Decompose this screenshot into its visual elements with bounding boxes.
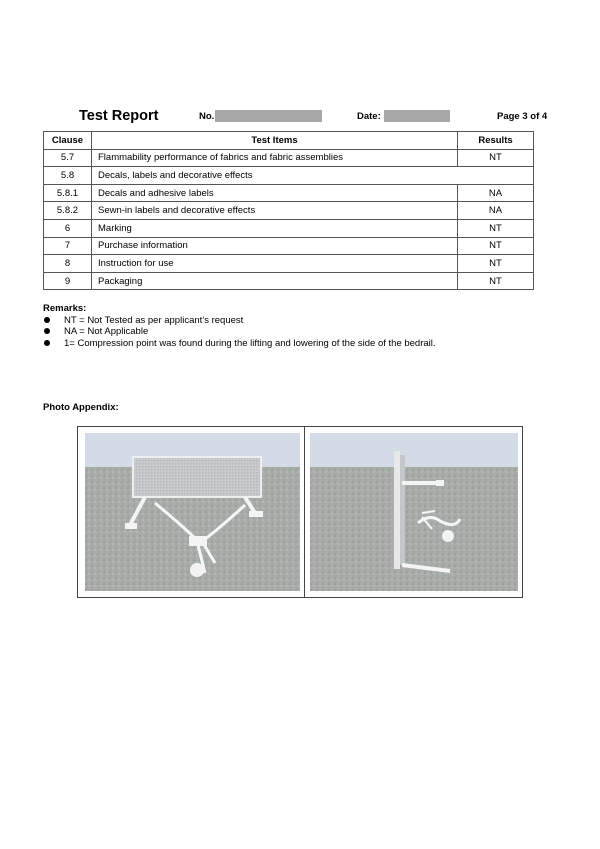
- report-date-redaction: [384, 110, 450, 122]
- clause-cell: 6: [44, 219, 92, 237]
- test-item-cell: Purchase information: [92, 237, 458, 255]
- table-row: [44, 202, 534, 220]
- remarks-list: [43, 315, 436, 350]
- test-item-cell: Instruction for use: [92, 255, 458, 273]
- remarks-section: [43, 303, 436, 349]
- clause-cell: 8: [44, 255, 92, 273]
- photo-appendix-title: Photo Appendix:: [43, 402, 119, 413]
- test-item-cell: Flammability performance of fabrics and fabric assemblies: [92, 149, 458, 167]
- clause-cell: 9: [44, 272, 92, 290]
- remarks-title: Remarks:: [43, 303, 87, 314]
- bedrail-side-photo: [310, 433, 518, 591]
- test-item-cell: Decals and adhesive labels: [92, 184, 458, 202]
- table-row: [44, 255, 534, 273]
- bullet-icon: [44, 328, 50, 334]
- test-results-table: [43, 131, 534, 290]
- test-item-cell: Packaging: [92, 272, 458, 290]
- table-row: [44, 219, 534, 237]
- remark-text: 1= Compression point was found during the lifting and lowering of the side of the bedrail.: [64, 337, 436, 349]
- remark-item: [43, 326, 436, 338]
- table-row: [44, 272, 534, 290]
- report-number-label: No.: [199, 111, 215, 122]
- test-item-cell: Marking: [92, 219, 458, 237]
- table-row: [44, 184, 534, 202]
- test-item-cell: Decals, labels and decorative effects: [92, 167, 534, 185]
- photo-divider: [304, 427, 305, 597]
- column-header-results: Results: [458, 132, 534, 150]
- report-number-redaction: [215, 110, 322, 122]
- remark-text: NT = Not Tested as per applicant’s request: [64, 314, 244, 326]
- result-cell: NA: [458, 184, 534, 202]
- remark-item: [43, 315, 436, 327]
- column-header-test-items: Test Items: [92, 132, 458, 150]
- bullet-icon: [44, 317, 50, 323]
- remark-text: NA = Not Applicable: [64, 326, 149, 337]
- page-number: Page 3 of 4: [497, 111, 548, 122]
- table-header-row: [44, 132, 534, 150]
- result-cell: NT: [458, 237, 534, 255]
- clause-cell: 5.8.2: [44, 202, 92, 220]
- clause-cell: 5.8.1: [44, 184, 92, 202]
- table-row: [44, 149, 534, 167]
- clause-cell: 5.8: [44, 167, 92, 185]
- result-cell: NT: [458, 255, 534, 273]
- column-header-clause: Clause: [44, 132, 92, 150]
- report-title: Test Report: [79, 108, 159, 124]
- bullet-icon: [44, 340, 50, 346]
- table-row: [44, 237, 534, 255]
- result-cell: NT: [458, 272, 534, 290]
- result-cell: NT: [458, 149, 534, 167]
- photo-appendix-frame: [77, 426, 523, 598]
- clause-cell: 5.7: [44, 149, 92, 167]
- bedrail-front-photo: [85, 433, 300, 591]
- result-cell: NA: [458, 202, 534, 220]
- remark-item: [43, 338, 436, 350]
- clause-cell: 7: [44, 237, 92, 255]
- table-row: [44, 167, 534, 185]
- test-item-cell: Sewn-in labels and decorative effects: [92, 202, 458, 220]
- result-cell: NT: [458, 219, 534, 237]
- report-date-label: Date:: [357, 111, 381, 122]
